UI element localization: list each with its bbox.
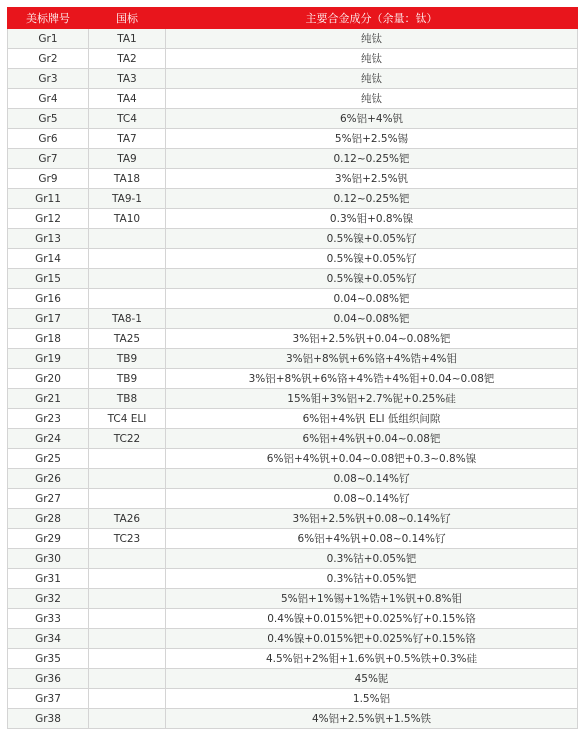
astm-grade-cell: Gr3 <box>8 69 89 89</box>
table-row <box>8 189 578 209</box>
table-row <box>8 709 578 729</box>
gb-grade-cell: TA9 <box>89 149 166 169</box>
astm-grade-cell: Gr26 <box>8 469 89 489</box>
table-row <box>8 89 578 109</box>
gb-grade-cell <box>89 589 166 609</box>
composition-cell: 6%铝+4%钒+0.04~0.08钯 <box>166 429 578 449</box>
astm-grade-cell: Gr36 <box>8 669 89 689</box>
table-row <box>8 609 578 629</box>
composition-cell: 3%铝+8%钒+6%铬+4%锆+4%钼 <box>166 349 578 369</box>
composition-cell: 0.5%镍+0.05%钌 <box>166 249 578 269</box>
gb-grade-cell <box>89 709 166 729</box>
astm-grade-cell: Gr27 <box>8 489 89 509</box>
gb-grade-cell: TA2 <box>89 49 166 69</box>
gb-grade-cell <box>89 689 166 709</box>
table-row <box>8 289 578 309</box>
gb-grade-cell: TA3 <box>89 69 166 89</box>
astm-grade-cell: Gr15 <box>8 269 89 289</box>
composition-cell: 0.4%镍+0.015%钯+0.025%钌+0.15%铬 <box>166 609 578 629</box>
astm-grade-cell: Gr30 <box>8 549 89 569</box>
table-row <box>8 369 578 389</box>
composition-cell: 5%铝+2.5%锡 <box>166 129 578 149</box>
table-row <box>8 389 578 409</box>
composition-cell: 纯钛 <box>166 29 578 49</box>
gb-grade-cell: TC22 <box>89 429 166 449</box>
gb-grade-cell: TA1 <box>89 29 166 49</box>
astm-grade-cell: Gr4 <box>8 89 89 109</box>
composition-cell: 6%铝+4%钒 <box>166 109 578 129</box>
composition-cell: 0.4%镍+0.015%钯+0.025%钌+0.15%铬 <box>166 629 578 649</box>
astm-grade-cell: Gr32 <box>8 589 89 609</box>
composition-cell: 0.12~0.25%钯 <box>166 149 578 169</box>
table-row <box>8 309 578 329</box>
table-row <box>8 149 578 169</box>
gb-grade-cell: TC4 ELI <box>89 409 166 429</box>
composition-cell: 0.3%钴+0.05%钯 <box>166 569 578 589</box>
table-row <box>8 209 578 229</box>
gb-grade-cell <box>89 489 166 509</box>
composition-cell: 4%铝+2.5%钒+1.5%铁 <box>166 709 578 729</box>
alloy-grade-table <box>7 7 578 729</box>
composition-cell: 纯钛 <box>166 49 578 69</box>
composition-cell: 3%铝+8%钒+6%铬+4%锆+4%钼+0.04~0.08钯 <box>166 369 578 389</box>
header-astm-grade: 美标牌号 <box>8 8 89 29</box>
table-row <box>8 529 578 549</box>
gb-grade-cell: TC23 <box>89 529 166 549</box>
composition-cell: 0.3%钼+0.8%镍 <box>166 209 578 229</box>
astm-grade-cell: Gr6 <box>8 129 89 149</box>
gb-grade-cell <box>89 469 166 489</box>
composition-cell: 0.08~0.14%钌 <box>166 469 578 489</box>
table-body <box>8 29 578 729</box>
astm-grade-cell: Gr23 <box>8 409 89 429</box>
gb-grade-cell <box>89 229 166 249</box>
astm-grade-cell: Gr18 <box>8 329 89 349</box>
table-row <box>8 509 578 529</box>
gb-grade-cell: TA4 <box>89 89 166 109</box>
astm-grade-cell: Gr17 <box>8 309 89 329</box>
table-row <box>8 129 578 149</box>
header-gb-grade: 国标 <box>89 8 166 29</box>
astm-grade-cell: Gr35 <box>8 649 89 669</box>
composition-cell: 0.12~0.25%钯 <box>166 189 578 209</box>
composition-cell: 1.5%铝 <box>166 689 578 709</box>
composition-cell: 0.04~0.08%钯 <box>166 309 578 329</box>
gb-grade-cell: TA8-1 <box>89 309 166 329</box>
gb-grade-cell: TB9 <box>89 349 166 369</box>
gb-grade-cell <box>89 629 166 649</box>
table-row <box>8 449 578 469</box>
astm-grade-cell: Gr12 <box>8 209 89 229</box>
astm-grade-cell: Gr2 <box>8 49 89 69</box>
gb-grade-cell: TA10 <box>89 209 166 229</box>
table-row <box>8 229 578 249</box>
table-row <box>8 69 578 89</box>
table-header-row <box>8 8 578 29</box>
composition-cell: 45%铌 <box>166 669 578 689</box>
gb-grade-cell <box>89 449 166 469</box>
gb-grade-cell <box>89 289 166 309</box>
gb-grade-cell: TA7 <box>89 129 166 149</box>
alloy-table-container <box>7 7 577 729</box>
astm-grade-cell: Gr28 <box>8 509 89 529</box>
composition-cell: 0.08~0.14%钌 <box>166 489 578 509</box>
composition-cell: 纯钛 <box>166 89 578 109</box>
gb-grade-cell: TB9 <box>89 369 166 389</box>
table-row <box>8 469 578 489</box>
astm-grade-cell: Gr9 <box>8 169 89 189</box>
composition-cell: 4.5%铝+2%钼+1.6%钒+0.5%铁+0.3%硅 <box>166 649 578 669</box>
gb-grade-cell <box>89 649 166 669</box>
table-row <box>8 589 578 609</box>
gb-grade-cell <box>89 569 166 589</box>
table-row <box>8 349 578 369</box>
composition-cell: 3%铝+2.5%钒 <box>166 169 578 189</box>
composition-cell: 6%铝+4%钒+0.08~0.14%钌 <box>166 529 578 549</box>
astm-grade-cell: Gr38 <box>8 709 89 729</box>
astm-grade-cell: Gr11 <box>8 189 89 209</box>
gb-grade-cell <box>89 249 166 269</box>
astm-grade-cell: Gr37 <box>8 689 89 709</box>
astm-grade-cell: Gr33 <box>8 609 89 629</box>
composition-cell: 6%铝+4%钒+0.04~0.08钯+0.3~0.8%镍 <box>166 449 578 469</box>
table-row <box>8 429 578 449</box>
composition-cell: 3%铝+2.5%钒+0.04~0.08%钯 <box>166 329 578 349</box>
table-row <box>8 569 578 589</box>
astm-grade-cell: Gr34 <box>8 629 89 649</box>
composition-cell: 0.5%镍+0.05%钌 <box>166 229 578 249</box>
composition-cell: 15%钼+3%铝+2.7%铌+0.25%硅 <box>166 389 578 409</box>
composition-cell: 3%铝+2.5%钒+0.08~0.14%钌 <box>166 509 578 529</box>
astm-grade-cell: Gr24 <box>8 429 89 449</box>
table-row <box>8 689 578 709</box>
composition-cell: 0.04~0.08%钯 <box>166 289 578 309</box>
table-row <box>8 489 578 509</box>
header-composition: 主要合金成分（余量：钛） <box>166 8 578 29</box>
table-row <box>8 269 578 289</box>
composition-cell: 纯钛 <box>166 69 578 89</box>
astm-grade-cell: Gr14 <box>8 249 89 269</box>
gb-grade-cell <box>89 669 166 689</box>
composition-cell: 0.5%镍+0.05%钌 <box>166 269 578 289</box>
gb-grade-cell: TB8 <box>89 389 166 409</box>
table-row <box>8 29 578 49</box>
table-row <box>8 249 578 269</box>
gb-grade-cell: TA9-1 <box>89 189 166 209</box>
astm-grade-cell: Gr19 <box>8 349 89 369</box>
table-row <box>8 669 578 689</box>
table-row <box>8 629 578 649</box>
astm-grade-cell: Gr16 <box>8 289 89 309</box>
astm-grade-cell: Gr20 <box>8 369 89 389</box>
astm-grade-cell: Gr25 <box>8 449 89 469</box>
gb-grade-cell <box>89 609 166 629</box>
astm-grade-cell: Gr21 <box>8 389 89 409</box>
table-row <box>8 649 578 669</box>
table-row <box>8 549 578 569</box>
astm-grade-cell: Gr5 <box>8 109 89 129</box>
astm-grade-cell: Gr29 <box>8 529 89 549</box>
table-row <box>8 109 578 129</box>
gb-grade-cell: TC4 <box>89 109 166 129</box>
composition-cell: 6%铝+4%钒 ELI 低组织间隙 <box>166 409 578 429</box>
composition-cell: 5%铝+1%锡+1%锆+1%钒+0.8%钼 <box>166 589 578 609</box>
astm-grade-cell: Gr7 <box>8 149 89 169</box>
table-row <box>8 409 578 429</box>
astm-grade-cell: Gr31 <box>8 569 89 589</box>
gb-grade-cell: TA18 <box>89 169 166 189</box>
gb-grade-cell: TA26 <box>89 509 166 529</box>
table-row <box>8 169 578 189</box>
astm-grade-cell: Gr13 <box>8 229 89 249</box>
composition-cell: 0.3%钴+0.05%钯 <box>166 549 578 569</box>
gb-grade-cell <box>89 549 166 569</box>
astm-grade-cell: Gr1 <box>8 29 89 49</box>
table-row <box>8 329 578 349</box>
gb-grade-cell: TA25 <box>89 329 166 349</box>
table-row <box>8 49 578 69</box>
gb-grade-cell <box>89 269 166 289</box>
